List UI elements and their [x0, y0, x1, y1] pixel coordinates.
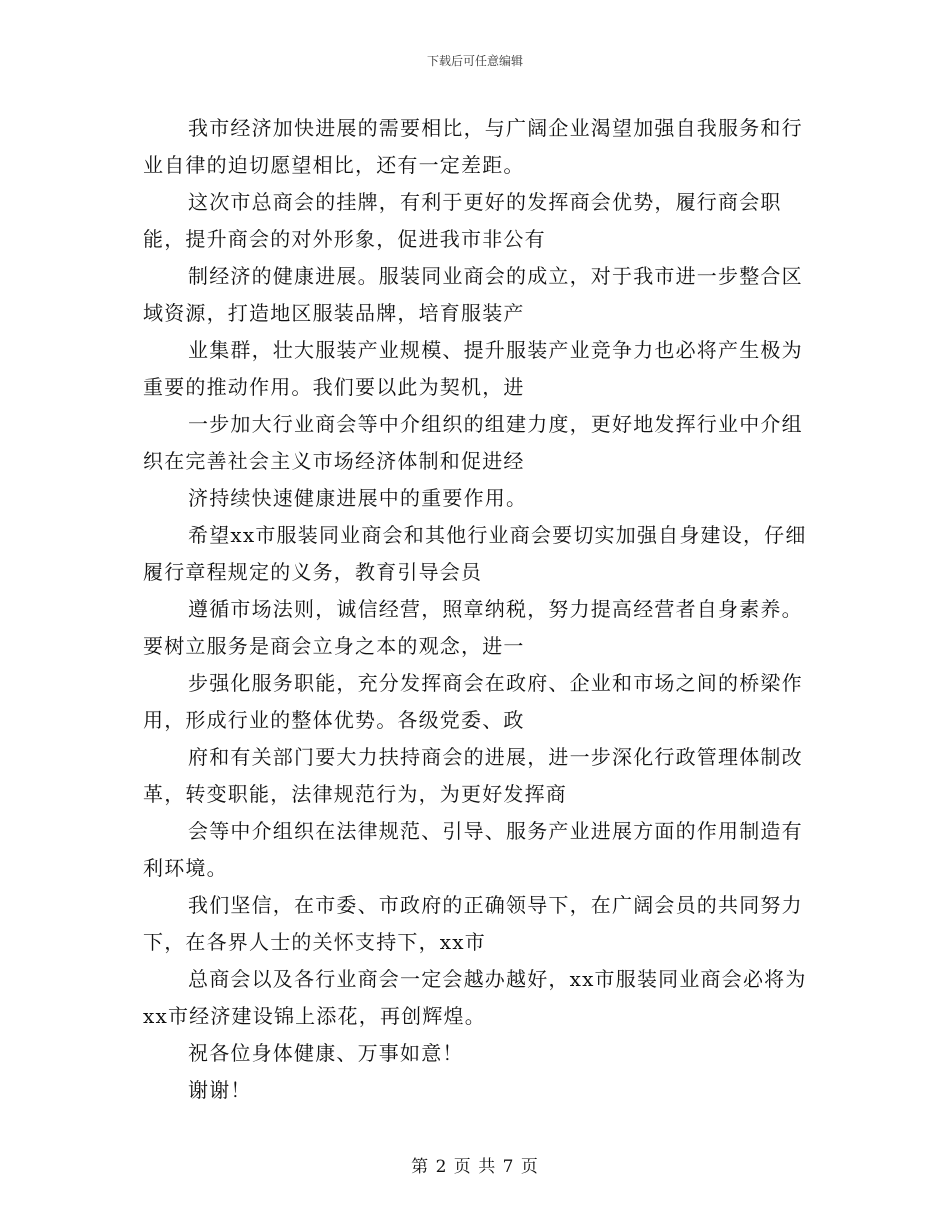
paragraph: 谢谢！ — [188, 1078, 252, 1102]
paragraph: 府和有关部门要大力扶持商会的进展，进一步深化行政管理体制改革，转变职能，法律规范行为，为更好发挥商 — [143, 745, 803, 806]
paragraph: 我们坚信，在市委、市政府的正确领导下，在广阔会员的共同努力下，在各界人士的关怀支持下，xx市 — [143, 893, 803, 954]
paragraph: 祝各位身体健康、万事如意！ — [188, 1041, 464, 1065]
paragraph: 总商会以及各行业商会一定会越办越好，xx市服装同业商会必将为xx市经济建设锦上添花，再创辉煌。 — [143, 967, 807, 1028]
paragraph: 会等中介组织在法律规范、引导、服务产业进展方面的作用制造有利环境。 — [143, 819, 803, 880]
page-number-footer: 第 2 页 共 7 页 — [411, 1157, 539, 1177]
document-body — [143, 110, 815, 1109]
paragraph: 业集群，壮大服装产业规模、提升服装产业竞争力也必将产生极为重要的推动作用。我们要以此为契机，进 — [143, 338, 803, 399]
paragraph: 一步加大行业商会等中介组织的组建力度，更好地发挥行业中介组织在完善社会主义市场经济体制和促进经 — [143, 412, 803, 473]
paragraph: 希望xx市服装同业商会和其他行业商会要切实加强自身建设，仔细履行章程规定的义务，教育引导会员 — [143, 523, 807, 584]
paragraph: 制经济的健康进展。服装同业商会的成立，对于我市进一步整合区域资源，打造地区服装品牌，培育服装产 — [143, 264, 803, 325]
paragraph: 遵循市场法则，诚信经营，照章纳税，努力提高经营者自身素养。要树立服务是商会立身之本的观念，进一 — [143, 597, 803, 658]
page-header-note: 下载后可任意编辑 — [426, 54, 523, 68]
paragraph: 这次市总商会的挂牌，有利于更好的发挥商会优势，履行商会职能，提升商会的对外形象，促进我市非公有 — [143, 190, 782, 251]
paragraph: 济持续快速健康进展中的重要作用。 — [188, 486, 528, 510]
paragraph: 步强化服务职能，充分发挥商会在政府、企业和市场之间的桥梁作用，形成行业的整体优势。各级党委、政 — [143, 671, 803, 732]
paragraph: 我市经济加快进展的需要相比，与广阔企业渴望加强自我服务和行业自律的迫切愿望相比，还有一定差距。 — [143, 116, 803, 177]
